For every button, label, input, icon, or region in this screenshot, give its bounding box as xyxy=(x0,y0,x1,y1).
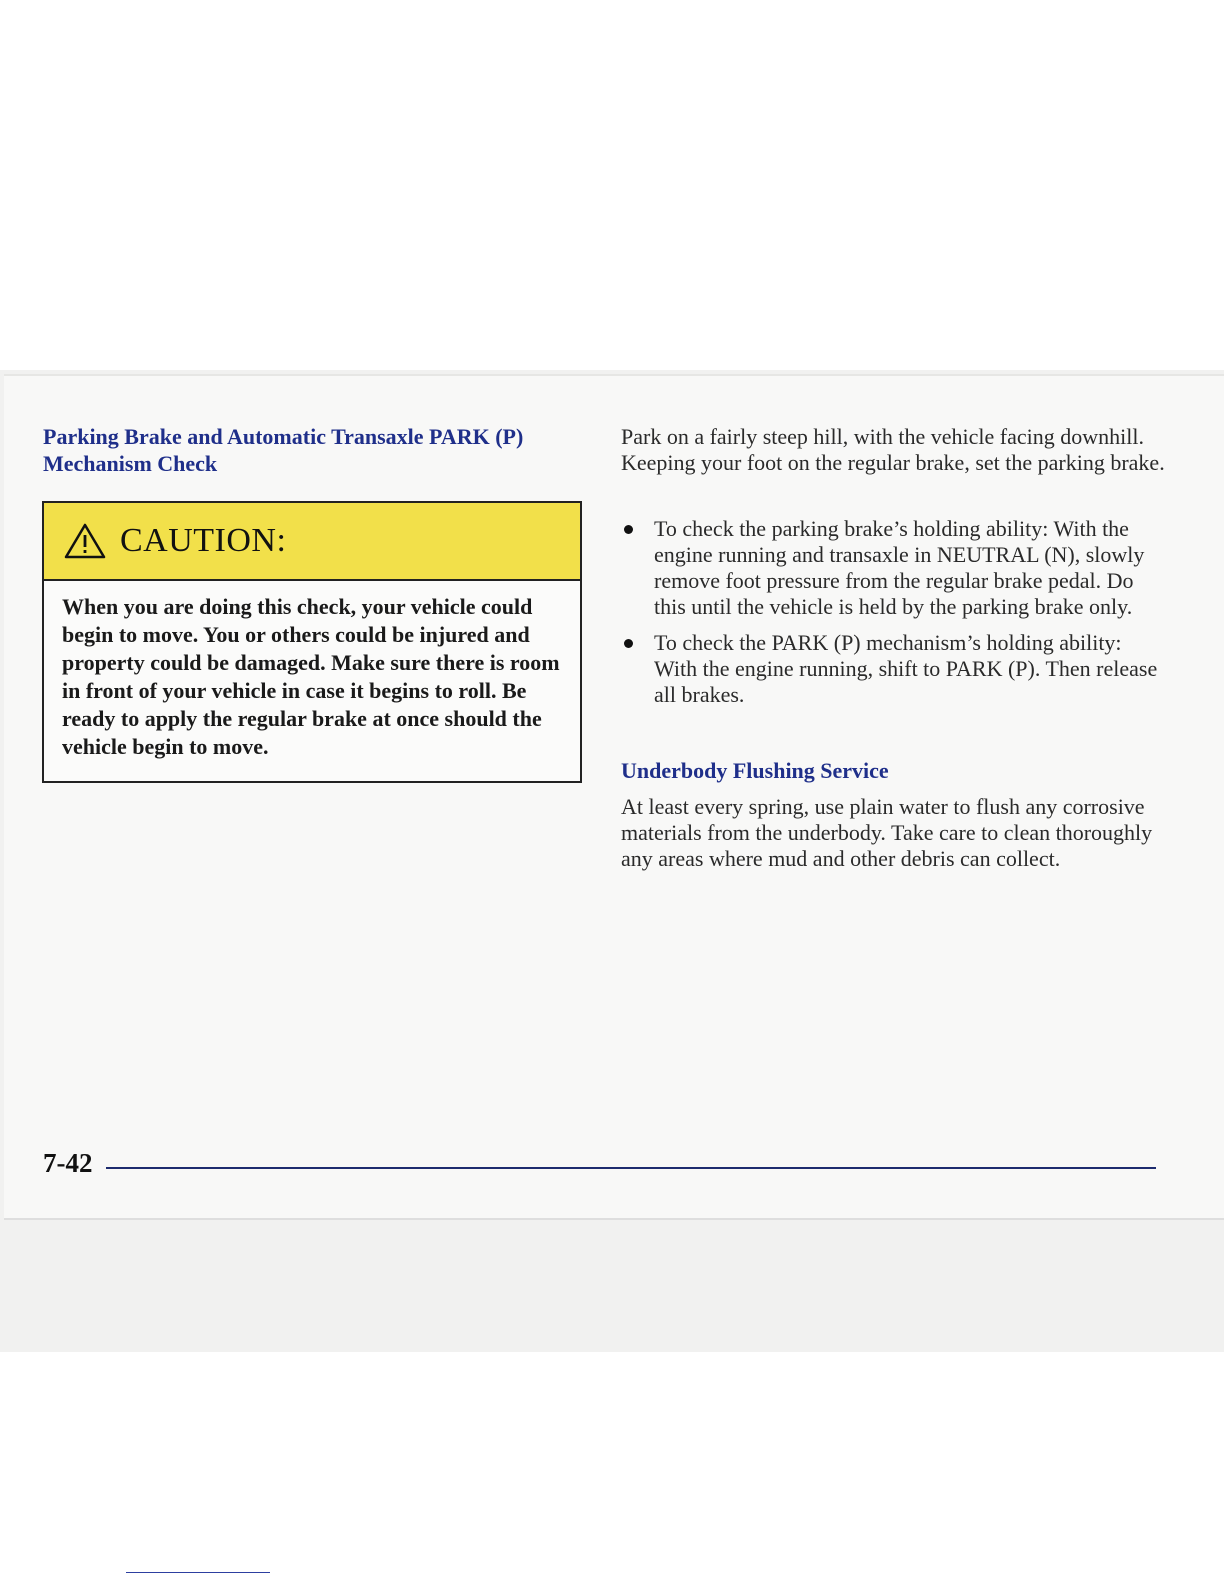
list-item-text: To check the parking brake’s holding ability: With the engine running and transaxle in NEUTRAL (N), slowly remove foot pressure from the regular brake pedal. Do this until the vehicle is held by the parking brake only. xyxy=(654,516,1145,619)
check-list xyxy=(621,516,1166,718)
bullet-icon xyxy=(624,525,633,534)
underbody-paragraph: At least every spring, use plain water to flush any corrosive materials from the underbody. Take care to clean thoroughly any areas where mud and other debris can collect. xyxy=(621,794,1153,871)
section-heading-underbody: Underbody Flushing Service xyxy=(621,758,889,783)
page-number: 7-42 xyxy=(43,1148,93,1178)
list-item xyxy=(621,516,1166,620)
footer-rule xyxy=(106,1167,1156,1169)
list-item xyxy=(621,630,1166,708)
warning-triangle-icon xyxy=(64,523,106,559)
caution-box xyxy=(42,501,582,783)
caution-title: CAUTION: xyxy=(120,522,287,559)
caution-header xyxy=(44,503,580,581)
bullet-icon xyxy=(624,639,633,648)
bottom-link-underline xyxy=(126,1572,270,1573)
list-item-text: To check the PARK (P) mechanism’s holding ability: With the engine running, shift to PARK (P). Then release all brakes. xyxy=(654,630,1158,707)
section-heading-parking-brake: Parking Brake and Automatic Transaxle PARK (P) Mechanism Check xyxy=(43,424,524,476)
caution-text: When you are doing this check, your vehicle could begin to move. You or others could be injured and property could be damaged. Make sure there is room in front of your vehicle in case it begins to roll. Be ready to apply the regular brake at once should the vehicle begin to move. xyxy=(62,594,560,759)
intro-paragraph: Park on a fairly steep hill, with the vehicle facing downhill. Keeping your foot on the regular brake, set the parking brake. xyxy=(621,424,1165,475)
